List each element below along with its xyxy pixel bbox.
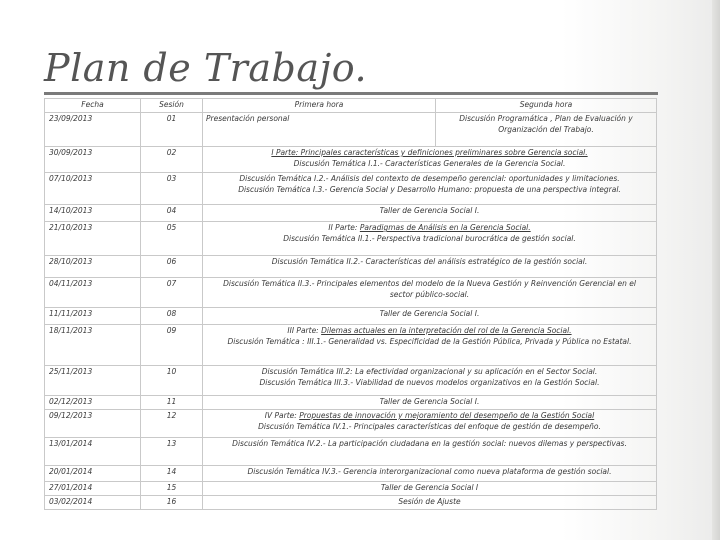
row-topic bbox=[203, 325, 657, 366]
row-date: 30/09/2013 bbox=[45, 147, 141, 173]
topic-line: Discusión Temática III.3.- Viabilidad de nuevos modelos organizativos en la Gestión Social. bbox=[259, 377, 600, 387]
row-topic: Discusión Temática II.2.- Características del análisis estratégico de la gestión social. bbox=[203, 256, 657, 278]
row-topic bbox=[203, 278, 657, 308]
slide-edge-bar bbox=[712, 0, 720, 540]
part-prefix: III Parte: bbox=[287, 326, 322, 335]
row-topic: Discusión Temática IV.2.- La participación ciudadana en la gestión social: nuevos dilemas y perspectivas. bbox=[203, 438, 657, 466]
topic-line: Discusión Temática III.2: La efectividad organizacional y su aplicación en el Sector Social. bbox=[261, 367, 598, 376]
table-row bbox=[45, 256, 657, 278]
row-session: 12 bbox=[141, 410, 203, 438]
part-title: I Parte: Principales características y definiciones preliminares sobre Gerencia social. bbox=[271, 148, 588, 157]
row-session: 07 bbox=[141, 278, 203, 308]
plan-table bbox=[44, 98, 657, 510]
table-row bbox=[45, 482, 657, 496]
table-row bbox=[45, 308, 657, 325]
table-row bbox=[45, 410, 657, 438]
row-topic: Discusión Temática IV.3.- Gerencia interorganizacional como nueva plataforma de gestión social. bbox=[203, 466, 657, 482]
row-date: 20/01/2014 bbox=[45, 466, 141, 482]
table-row bbox=[45, 113, 657, 147]
topic-line bbox=[206, 148, 653, 159]
row-session: 03 bbox=[141, 173, 203, 205]
part-title: Paradigmas de Análisis en la Gerencia Social. bbox=[359, 223, 531, 232]
header-primera-hora: Primera hora bbox=[203, 99, 436, 113]
part-title: Propuestas de innovación y mejoramiento del desempeño de la Gestión Social bbox=[299, 411, 595, 420]
part-prefix: IV Parte: bbox=[264, 411, 300, 420]
part-title: Dilemas actuales en la interpretación del rol de la Gerencia Social. bbox=[321, 326, 572, 335]
part-prefix: II Parte: bbox=[328, 223, 360, 232]
row-date: 23/09/2013 bbox=[45, 113, 141, 147]
topic-line bbox=[206, 326, 653, 337]
header-fecha: Fecha bbox=[45, 99, 141, 113]
table-row bbox=[45, 466, 657, 482]
row-date: 09/12/2013 bbox=[45, 410, 141, 438]
table-row bbox=[45, 438, 657, 466]
table-row bbox=[45, 147, 657, 173]
topic-line: Discusión Temática I.3.- Gerencia Social y Desarrollo Humano: propuesta de una perspectiva integral. bbox=[238, 184, 621, 194]
row-topic bbox=[203, 410, 657, 438]
table-row bbox=[45, 495, 657, 509]
row-topic: Taller de Gerencia Social I. bbox=[203, 308, 657, 325]
header-sesion: Sesión bbox=[141, 99, 203, 113]
topic-line: Discusión Temática I.2.- Análisis del contexto de desempeño gerencial: oportunidades y limitaciones. bbox=[239, 174, 620, 183]
row-session: 05 bbox=[141, 222, 203, 256]
row-first-hour: Presentación personal bbox=[203, 113, 436, 147]
row-topic bbox=[203, 222, 657, 256]
row-session: 01 bbox=[141, 113, 203, 147]
row-date: 18/11/2013 bbox=[45, 325, 141, 366]
topic-line: Discusión Temática I.1.- Características Generales de la Gerencia Social. bbox=[293, 158, 566, 168]
row-date: 11/11/2013 bbox=[45, 308, 141, 325]
row-session: 09 bbox=[141, 325, 203, 366]
table-row bbox=[45, 366, 657, 396]
table-row bbox=[45, 396, 657, 410]
row-session: 15 bbox=[141, 482, 203, 496]
row-session: 13 bbox=[141, 438, 203, 466]
row-session: 16 bbox=[141, 495, 203, 509]
table-header-row bbox=[45, 99, 657, 113]
row-date: 03/02/2014 bbox=[45, 495, 141, 509]
row-session: 10 bbox=[141, 366, 203, 396]
table-row bbox=[45, 173, 657, 205]
row-session: 11 bbox=[141, 396, 203, 410]
row-session: 14 bbox=[141, 466, 203, 482]
row-date: 02/12/2013 bbox=[45, 396, 141, 410]
row-date: 25/11/2013 bbox=[45, 366, 141, 396]
row-second-hour: Discusión Programática , Plan de Evaluación y Organización del Trabajo. bbox=[436, 113, 657, 147]
row-date: 13/01/2014 bbox=[45, 438, 141, 466]
topic-line: Discusión Temática II.1.- Perspectiva tradicional burocrática de gestión social. bbox=[283, 233, 576, 243]
topic-line: Discusión Temática : III.1.- Generalidad vs. Especificidad de la Gestión Pública, Privada y Pública no Estatal. bbox=[227, 336, 632, 346]
row-topic bbox=[203, 366, 657, 396]
table-row bbox=[45, 205, 657, 222]
header-segunda-hora: Segunda hora bbox=[436, 99, 657, 113]
row-date: 14/10/2013 bbox=[45, 205, 141, 222]
row-date: 07/10/2013 bbox=[45, 173, 141, 205]
row-topic bbox=[203, 147, 657, 173]
row-session: 04 bbox=[141, 205, 203, 222]
row-session: 02 bbox=[141, 147, 203, 173]
row-topic: Taller de Gerencia Social I. bbox=[203, 205, 657, 222]
table-row bbox=[45, 222, 657, 256]
page-title: Plan de Trabajo. bbox=[44, 46, 368, 90]
row-date: 28/10/2013 bbox=[45, 256, 141, 278]
row-topic: Taller de Gerencia Social I. bbox=[203, 396, 657, 410]
row-date: 27/01/2014 bbox=[45, 482, 141, 496]
topic-line: Discusión Temática II.3.- Principales elementos del modelo de la Nueva Gestión y Reinvención Gerencial en el bbox=[223, 279, 636, 288]
topic-line bbox=[206, 223, 653, 234]
row-session: 08 bbox=[141, 308, 203, 325]
row-topic: Taller de Gerencia Social I bbox=[203, 482, 657, 496]
row-topic: Sesión de Ajuste bbox=[203, 495, 657, 509]
table-row bbox=[45, 278, 657, 308]
topic-line: Discusión Temática IV.1.- Principales características del enfoque de gestión de desempeño. bbox=[258, 421, 601, 431]
table-row bbox=[45, 325, 657, 366]
topic-line: sector público-social. bbox=[389, 289, 470, 299]
title-underline bbox=[44, 92, 658, 95]
row-topic bbox=[203, 173, 657, 205]
row-session: 06 bbox=[141, 256, 203, 278]
row-date: 21/10/2013 bbox=[45, 222, 141, 256]
row-date: 04/11/2013 bbox=[45, 278, 141, 308]
topic-line bbox=[206, 411, 653, 422]
